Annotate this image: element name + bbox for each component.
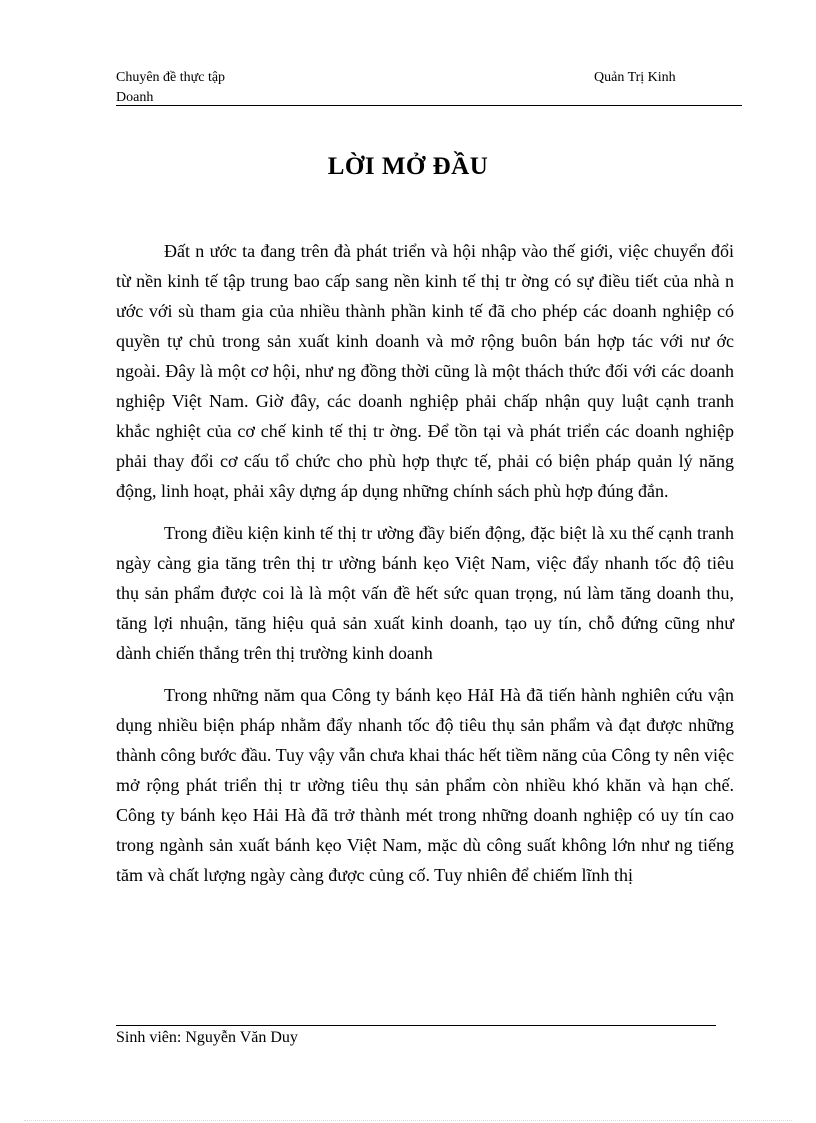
- paragraph-2: Trong điều kiện kinh tế thị tr ường đầy biến động, đặc biệt là xu thế cạnh tranh ngày càng gia tăng trên thị tr ường bánh kẹo Việt Nam, việc đẩy nhanh tốc độ tiêu thụ sản phẩm được coi là là một vấn đề hết sức quan trọng, nú làm tăng doanh thu, tăng lợi nhuận, tăng hiệu quả sản xuất kinh doanh, tạo uy tín, chỗ đứng cũng như dành chiến thắng trên thị trường kinh doanh: [116, 523, 734, 663]
- header-divider: [116, 105, 742, 106]
- header-left-text: Chuyên đề thực tập: [116, 70, 226, 85]
- header-second-line: Doanh: [116, 90, 154, 105]
- paragraph-3: Trong những năm qua Công ty bánh kẹo HảI Hà đã tiến hành nghiên cứu vận dụng nhiều biện pháp nhằm đẩy nhanh tốc độ tiêu thụ sản phẩm và đạt được những thành công bước đầu. Tuy vậy vẫn chưa khai thác hết tiềm năng của Công ty nên việc mở rộng phát triển thị tr ường tiêu thụ sản phẩm còn nhiều khó khăn và hạn chế. Công ty bánh kẹo Hải Hà đã trở thành mét trong những doanh nghiệp có uy tín cao trong ngành sản xuất bánh kẹo Việt Nam, mặc dù công suất không lớn như ng tiếng tăm và chất lượng ngày càng được củng cố. Tuy nhiên để chiếm lĩnh thị: [116, 685, 734, 885]
- page-edge-dots: [24, 1120, 792, 1121]
- footer-student: Sinh viên: Nguyễn Văn Duy: [116, 1029, 298, 1046]
- header-right-text: Quản Trị Kinh: [594, 70, 676, 85]
- document-body: [116, 236, 734, 902]
- footer-divider: [116, 1025, 716, 1026]
- paragraph-1: Đất n ước ta đang trên đà phát triển và hội nhập vào thế giới, việc chuyển đổi từ nền kinh tế tập trung bao cấp sang nền kinh tế thị tr ờng có sự điều tiết của nhà n ước với sù tham gia của nhiều thành phần kinh tế đã cho phép các doanh nghiệp có quyền tự chủ trong sản xuất kinh doanh và mở rộng buôn bán hợp tác với nư ớc ngoài. Đây là một cơ hội, như ng đồng thời cũng là một thách thức đối với các doanh nghiệp Việt Nam. Giờ đây, các doanh nghiệp phải chấp nhận quy luật cạnh tranh khắc nghiệt của cơ chế kinh tế thị tr ờng. Để tồn tại và phát triển các doanh nghiệp phải thay đổi cơ cấu tổ chức cho phù hợp thực tế, phải có biện pháp quản lý năng động, linh hoạt, phải xây dựng áp dụng những chính sách phù hợp đúng đắn.: [116, 241, 734, 501]
- document-title: LỜI MỞ ĐẦU: [327, 153, 489, 180]
